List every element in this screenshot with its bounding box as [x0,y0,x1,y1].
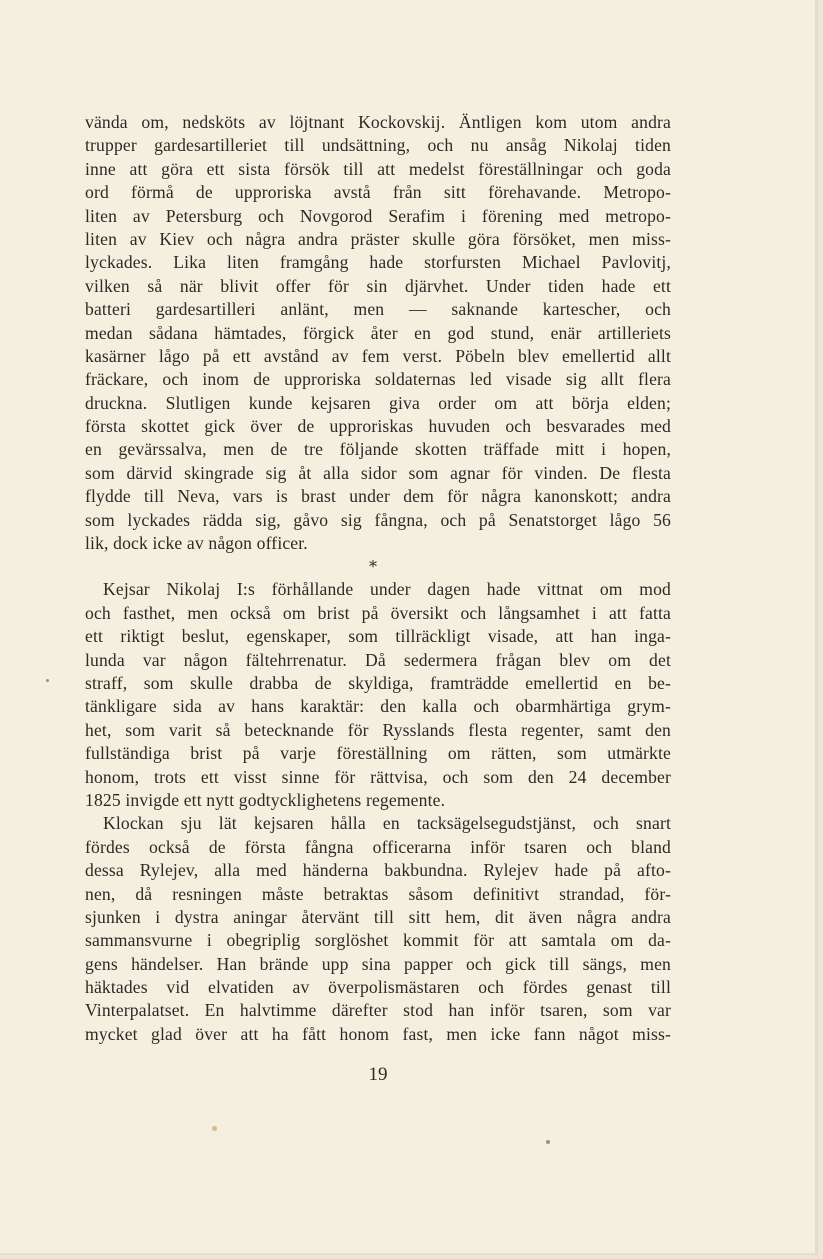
text-line: vilken så när blivit offer för sin djärvhet. Under tiden hade ett [85,275,671,296]
text-line: tänkligare sida av hans karaktär: den kalla och obarmhärtiga grym- [85,696,671,717]
page-number: 19 [368,1064,388,1085]
text-line: första skottet gick över de upproriskas huvuden och besvarades med [85,416,671,437]
text-line: och fasthet, men också om brist på översikt och långsamhet i att fatta [85,602,671,623]
paragraph-1 [85,111,671,555]
text-line: fullständiga brist på varje föreställning om rätten, som utmärkte [85,743,671,764]
text-line: en gevärssalva, men de tre följande skotten träffade mitt i hopen, [85,439,671,460]
text-line: Vinterpalatset. En halvtimme därefter stod han inför tsaren, som var [85,1000,671,1021]
paper-speck [212,1126,217,1131]
section-separator: * [369,557,377,577]
text-line: medan sådana hämtades, förgick åter en god stund, enär artilleriets [85,322,671,343]
text-line: flydde till Neva, vars is brast under dem för några kanonskott; andra [85,486,671,507]
text-line: häktades vid elvatiden av överpolismästaren och fördes genast till [85,977,671,998]
text-line: inne att göra ett sista försök till att medelst föreställningar och goda [85,158,671,179]
text-line: batteri gardesartilleri anlänt, men — saknande kartescher, och [85,299,671,320]
text-line: het, som varit så betecknande för Rysslands flesta regenter, samt den [85,719,671,740]
body-text [85,111,671,1046]
text-line: liten av Kiev och några andra präster skulle göra försöket, men miss- [85,228,671,249]
text-line: dessa Rylejev, alla med händerna bakbundna. Rylejev hade på afto- [85,860,671,881]
text-line: lunda var någon fältehrrenatur. Då sedermera frågan blev om det [85,649,671,670]
text-line: lik, dock icke av någon officer. [85,533,308,554]
text-line: 1825 invigde ett nytt godtycklighetens regemente. [85,789,446,810]
text-line: ord förmå de upproriska avstå från sitt förehavande. Metropo- [85,182,671,203]
text-line: lyckades. Lika liten framgång hade storfursten Michael Pavlovitj, [85,252,671,273]
text-line: Kejsar Nikolaj I:s förhållande under dagen hade vittnat om mod [103,579,671,600]
text-line: sammansvurne i obegriplig sorglöshet kommit för att samtala om da- [85,930,671,951]
text-line: som därvid skingrade sig åt alla sidor som agnar för vinden. De flesta [85,462,671,483]
text-line: druckna. Slutligen kunde kejsaren giva order om att börja elden; [85,392,671,413]
text-line: honom, trots ett visst sinne för rättvisa, och som den 24 december [85,766,671,787]
text-line: straff, som skulle drabba de skyldiga, framträdde emellertid en be- [85,672,671,693]
text-line: kasärner lågo på ett avstånd av fem verst. Pöbeln blev emellertid allt [85,345,671,366]
text-line: ett riktigt beslut, egenskaper, som tillräckligt visade, att han inga- [85,626,671,647]
text-line: liten av Petersburg och Novgorod Serafim i förening med metropo- [85,205,671,226]
paragraph-2 [85,578,671,812]
text-line: vända om, nedsköts av löjtnant Kockovskij. Äntligen kom utom andra [85,112,671,132]
paragraph-3 [85,812,671,1046]
text-line: fräckare, och inom de upproriska soldaternas led visade sig allt flera [85,369,671,390]
text-line: Klockan sju lät kejsaren hålla en tacksägelsegudstjänst, och snart [103,813,671,834]
paper-speck [46,679,49,682]
paper-speck [546,1140,550,1144]
text-line: fördes också de första fångna officerarna inför tsaren och bland [85,836,671,857]
text-line: mycket glad över att ha fått honom fast, men icke fann något miss- [85,1023,671,1044]
text-line: sjunken i dystra aningar återvänt till sitt hem, dit även några andra [85,906,671,927]
text-line: trupper gardesartilleriet till undsättning, och nu ansåg Nikolaj tiden [85,135,671,156]
text-line: som lyckades rädda sig, gåvo sig fångna, och på Senatstorget lågo 56 [85,509,671,530]
text-line: gens händelser. Han brände upp sina papper och gick till sängs, men [85,953,671,974]
text-line: nen, då resningen måste betraktas såsom definitivt strandad, för- [85,883,671,904]
